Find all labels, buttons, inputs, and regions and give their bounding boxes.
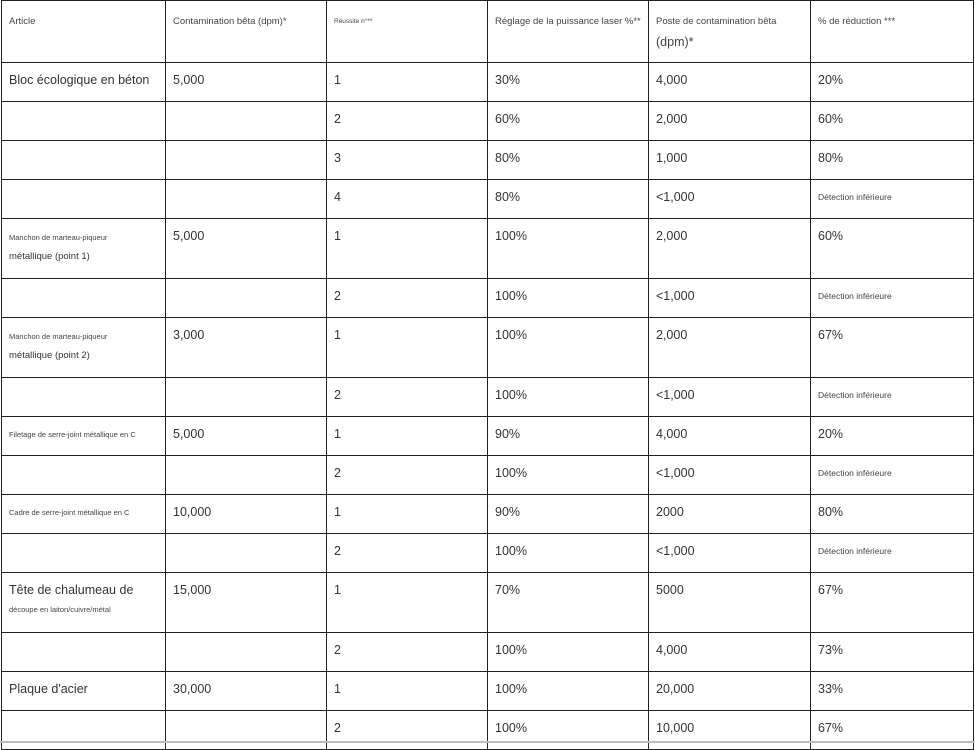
cell-article — [2, 711, 166, 750]
table-row — [2, 711, 974, 750]
cell-post: 5000 — [649, 573, 811, 633]
table-row — [2, 180, 974, 219]
table-row — [2, 318, 974, 378]
cell-post: 2,000 — [649, 102, 811, 141]
header-reduction: % de réduction *** — [811, 1, 974, 63]
cell-article-line1: Manchon de marteau-piqueur — [9, 233, 108, 242]
cell-pass: 2 — [327, 456, 488, 495]
table-row — [2, 534, 974, 573]
cell-laser: 90% — [488, 417, 649, 456]
cell-pass: 3 — [327, 141, 488, 180]
cell-reduction: Détection inférieure — [811, 378, 974, 417]
header-post-line1: Poste de contamination bêta — [656, 16, 777, 27]
cell-laser: 30% — [488, 63, 649, 102]
cell-reduction: 20% — [811, 417, 974, 456]
cell-pass: 2 — [327, 102, 488, 141]
cell-article — [2, 219, 166, 279]
cell-post: 10,000 — [649, 711, 811, 750]
cell-pass: 1 — [327, 495, 488, 534]
cell-laser: 60% — [488, 102, 649, 141]
cell-pass: 2 — [327, 378, 488, 417]
cell-post: 2,000 — [649, 318, 811, 378]
cell-post: <1,000 — [649, 378, 811, 417]
cell-article-line1: Manchon de marteau-piqueur — [9, 332, 108, 341]
cell-post: 2,000 — [649, 219, 811, 279]
cell-post: 2000 — [649, 495, 811, 534]
cell-article — [2, 633, 166, 672]
cell-pass: 1 — [327, 672, 488, 711]
cell-post: <1,000 — [649, 534, 811, 573]
cell-reduction: 80% — [811, 141, 974, 180]
cell-pass: 1 — [327, 417, 488, 456]
cell-reduction: 67% — [811, 711, 974, 750]
table-row — [2, 672, 974, 711]
cell-contamination — [166, 711, 327, 750]
table-row — [2, 633, 974, 672]
cell-laser: 70% — [488, 573, 649, 633]
cell-laser: 80% — [488, 180, 649, 219]
table-row — [2, 456, 974, 495]
header-article: Article — [2, 1, 166, 63]
cell-article-line1: Tête de chalumeau de — [9, 583, 134, 597]
header-pass: Réussite n°** — [327, 1, 488, 63]
cell-pass: 1 — [327, 63, 488, 102]
cell-contamination: 3,000 — [166, 318, 327, 378]
cell-post: <1,000 — [649, 456, 811, 495]
cell-laser: 100% — [488, 711, 649, 750]
cell-reduction: 33% — [811, 672, 974, 711]
cell-post: 4,000 — [649, 633, 811, 672]
cell-contamination: 5,000 — [166, 417, 327, 456]
cell-pass: 4 — [327, 180, 488, 219]
cell-laser: 100% — [488, 672, 649, 711]
cell-article: Filetage de serre-joint métallique en C — [2, 417, 166, 456]
table-row — [2, 63, 974, 102]
contamination-table — [1, 0, 974, 750]
header-post-contamination — [649, 1, 811, 63]
cell-post: 4,000 — [649, 417, 811, 456]
header-contamination: Contamination bêta (dpm)* — [166, 1, 327, 63]
cell-post: 20,000 — [649, 672, 811, 711]
cell-contamination: 5,000 — [166, 219, 327, 279]
cell-article-line2: métallique (point 1) — [9, 251, 90, 262]
cell-contamination — [166, 633, 327, 672]
cell-laser: 100% — [488, 318, 649, 378]
cell-article: Plaque d'acier — [2, 672, 166, 711]
cell-contamination: 10,000 — [166, 495, 327, 534]
cell-pass: 2 — [327, 279, 488, 318]
cell-post: <1,000 — [649, 279, 811, 318]
cell-reduction: 60% — [811, 102, 974, 141]
cell-article — [2, 456, 166, 495]
cell-article — [2, 279, 166, 318]
cell-pass: 2 — [327, 534, 488, 573]
cell-pass: 2 — [327, 633, 488, 672]
cell-pass: 1 — [327, 318, 488, 378]
table-row — [2, 573, 974, 633]
cell-article — [2, 141, 166, 180]
cell-reduction: 73% — [811, 633, 974, 672]
cell-pass: 1 — [327, 219, 488, 279]
cell-reduction: 67% — [811, 318, 974, 378]
table-row — [2, 417, 974, 456]
cell-article: Bloc écologique en béton — [2, 63, 166, 102]
cell-reduction: Détection inférieure — [811, 534, 974, 573]
cell-article: Cadre de serre-joint métallique en C — [2, 495, 166, 534]
cell-reduction: 60% — [811, 219, 974, 279]
header-post-line2: (dpm)* — [656, 35, 694, 49]
cell-laser: 100% — [488, 456, 649, 495]
cell-contamination — [166, 534, 327, 573]
cell-reduction: 80% — [811, 495, 974, 534]
table-row — [2, 141, 974, 180]
table-row — [2, 378, 974, 417]
cell-laser: 100% — [488, 534, 649, 573]
header-laser: Réglage de la puissance laser %** — [488, 1, 649, 63]
cell-contamination — [166, 180, 327, 219]
cell-laser: 90% — [488, 495, 649, 534]
cell-laser: 100% — [488, 219, 649, 279]
cell-laser: 80% — [488, 141, 649, 180]
cell-article — [2, 102, 166, 141]
cell-laser: 100% — [488, 633, 649, 672]
cell-article — [2, 318, 166, 378]
cell-article-line2: métallique (point 2) — [9, 350, 90, 361]
cell-article-line2: découpe en laiton/cuivre/métal — [9, 605, 111, 614]
cell-reduction: 20% — [811, 63, 974, 102]
cell-contamination — [166, 378, 327, 417]
cell-contamination: 30,000 — [166, 672, 327, 711]
cell-reduction: Détection inférieure — [811, 456, 974, 495]
cell-article — [2, 573, 166, 633]
cell-article — [2, 534, 166, 573]
cell-reduction: 67% — [811, 573, 974, 633]
header-row — [2, 1, 974, 63]
cell-reduction: Détection inférieure — [811, 180, 974, 219]
cell-post: 4,000 — [649, 63, 811, 102]
cell-contamination — [166, 456, 327, 495]
cell-laser: 100% — [488, 378, 649, 417]
cell-contamination: 15,000 — [166, 573, 327, 633]
cell-reduction: Détection inférieure — [811, 279, 974, 318]
cell-article — [2, 180, 166, 219]
cell-laser: 100% — [488, 279, 649, 318]
cell-pass: 2 — [327, 711, 488, 750]
cell-contamination — [166, 279, 327, 318]
cell-contamination — [166, 102, 327, 141]
cell-pass: 1 — [327, 573, 488, 633]
cell-contamination — [166, 141, 327, 180]
table-row — [2, 219, 974, 279]
cell-post: 1,000 — [649, 141, 811, 180]
cell-post: <1,000 — [649, 180, 811, 219]
cell-contamination: 5,000 — [166, 63, 327, 102]
table-row — [2, 102, 974, 141]
table-row — [2, 279, 974, 318]
table-row — [2, 495, 974, 534]
cell-article — [2, 378, 166, 417]
